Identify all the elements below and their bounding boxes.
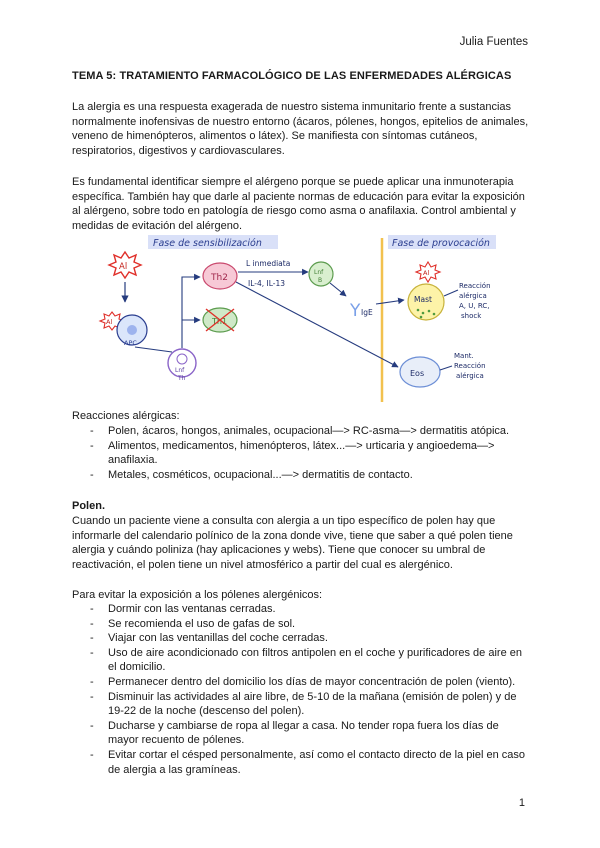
b-label-2: B (318, 277, 323, 284)
polen-heading: Polen. (72, 500, 106, 512)
naive-th-label-2: Th (178, 375, 186, 382)
ige-to-mast-arrow (376, 300, 404, 304)
list-item: - Disminuir las actividades al aire libre, de 5-10 de la mañana (emisión de polen) y de 19-22 de la noche (descenso del polen). (72, 690, 530, 719)
avoid-label: Para evitar la exposición a los pólenes alergénicos: (72, 589, 323, 601)
reactions-label: Reacciones alérgicas: (72, 410, 180, 422)
b-to-ige-arrow (330, 283, 346, 296)
mast-note-3: A, U, RC, (459, 302, 490, 310)
author-name: Julia Fuentes (459, 36, 528, 48)
ige-y-icon: Y (350, 301, 361, 321)
eos-to-reaction-arrow (440, 366, 452, 370)
cytokines-label: IL-4, IL-13 (248, 279, 286, 288)
eos-note-3: alérgica (456, 372, 484, 380)
apc-to-naive-arrow (135, 347, 172, 352)
list-item: - Metales, cosméticos, ocupacional...—> dermatitis de contacto. (72, 468, 530, 483)
ige-label: IgE (361, 308, 373, 317)
eos-note-2: Reacción (454, 362, 486, 370)
naive-to-th2-arrow (182, 277, 200, 348)
document-title: TEMA 5: TRATAMIENTO FARMACOLÓGICO DE LAS ENFERMEDADES ALÉRGICAS (72, 70, 512, 82)
list-item: - Polen, ácaros, hongos, animales, ocupacional—> RC-asma—> dermatitis atópica. (72, 424, 530, 439)
phase-sensitization-label: Fase de sensibilización (153, 238, 262, 249)
apc-allergen-label: Al (106, 318, 113, 326)
list-item: - Se recomienda el uso de gafas de sol. (72, 617, 530, 632)
th2-to-eos-arrow (236, 282, 398, 367)
mast-to-reaction-arrow (444, 290, 458, 296)
list-item: - Dormir con las ventanas cerradas. (72, 602, 530, 617)
th1-label: Th1 (212, 317, 228, 326)
list-item: - Viajar con las ventanillas del coche cerradas. (72, 631, 530, 646)
naive-th-label-1: Lnf (175, 367, 185, 374)
immediate-label: L inmediata (246, 259, 291, 268)
allergen-paragraph: Es fundamental identificar siempre el alérgeno porque se puede aplicar una inmunoterapia específica. También hay que darle al paciente normas de educación para evitar la exposición al alérgeno, sobre todo en patología de riesgo como asma o anafilaxia. Control ambiental y medidas de evitación del alérgeno. (72, 176, 525, 232)
page-number: 1 (518, 797, 525, 809)
allergy-phases-diagram (90, 232, 520, 404)
intro-paragraph: La alergia es una respuesta exagerada de nuestro sistema inmunitario frente a sustancias normalmente inofensivas de nuestro entorno (ácaros, pólenes, hongos, epitelios de animales, veneno de himenópteros, alimentos o látex). Se manifiesta con síntomas cutáneos, respiratorios, digestivos y cardiovasculares. (72, 101, 529, 157)
b-label-1: Lnf (314, 269, 324, 276)
allergen-label: Al (119, 262, 128, 272)
mast-note-1: Reacción (459, 282, 491, 290)
eos-note-1: Mant. (454, 352, 474, 360)
mast-allergen-label: Al (423, 269, 430, 277)
mast-note-4: shock (461, 312, 482, 320)
reactions-list (72, 424, 530, 482)
list-item: - Permanecer dentro del domicilio los días de mayor concentración de polen (viento). (72, 675, 530, 690)
th2-label: Th2 (211, 273, 228, 283)
list-item: - Ducharse y cambiarse de ropa al llegar a casa. No tender ropa fuera los días de mayor recuento de pólenes. (72, 719, 530, 748)
eos-label: Eos (410, 369, 425, 378)
list-item: - Evitar cortar el césped personalmente, así como el contacto directo de la piel en caso de alergia a las gramíneas. (72, 748, 530, 777)
phase-provocation-label: Fase de provocación (392, 238, 490, 249)
list-item: - Uso de aire acondicionado con filtros antipolen en el coche y purificadores de aire en el domicilio. (72, 646, 530, 675)
mast-label: Mast (414, 295, 432, 304)
avoid-list (72, 602, 530, 777)
list-item: - Alimentos, medicamentos, himenópteros, látex...—> urticaria y angioedema—> anafilaxia. (72, 439, 530, 468)
polen-paragraph: Cuando un paciente viene a consulta con alergia a un tipo específico de polen hay que informarle del calendario polínico de la zona donde vive, tiene que saber a qué polen tiene alergia y cuándo poliniza (hay aplicaciones y webs). Tiene que conocer su umbral de reactivación, el polen tiene un nivel atmosférico a partir del cual es alergénico. (72, 515, 513, 571)
mast-note-2: alérgica (459, 292, 487, 300)
apc-label: APC (124, 339, 137, 347)
